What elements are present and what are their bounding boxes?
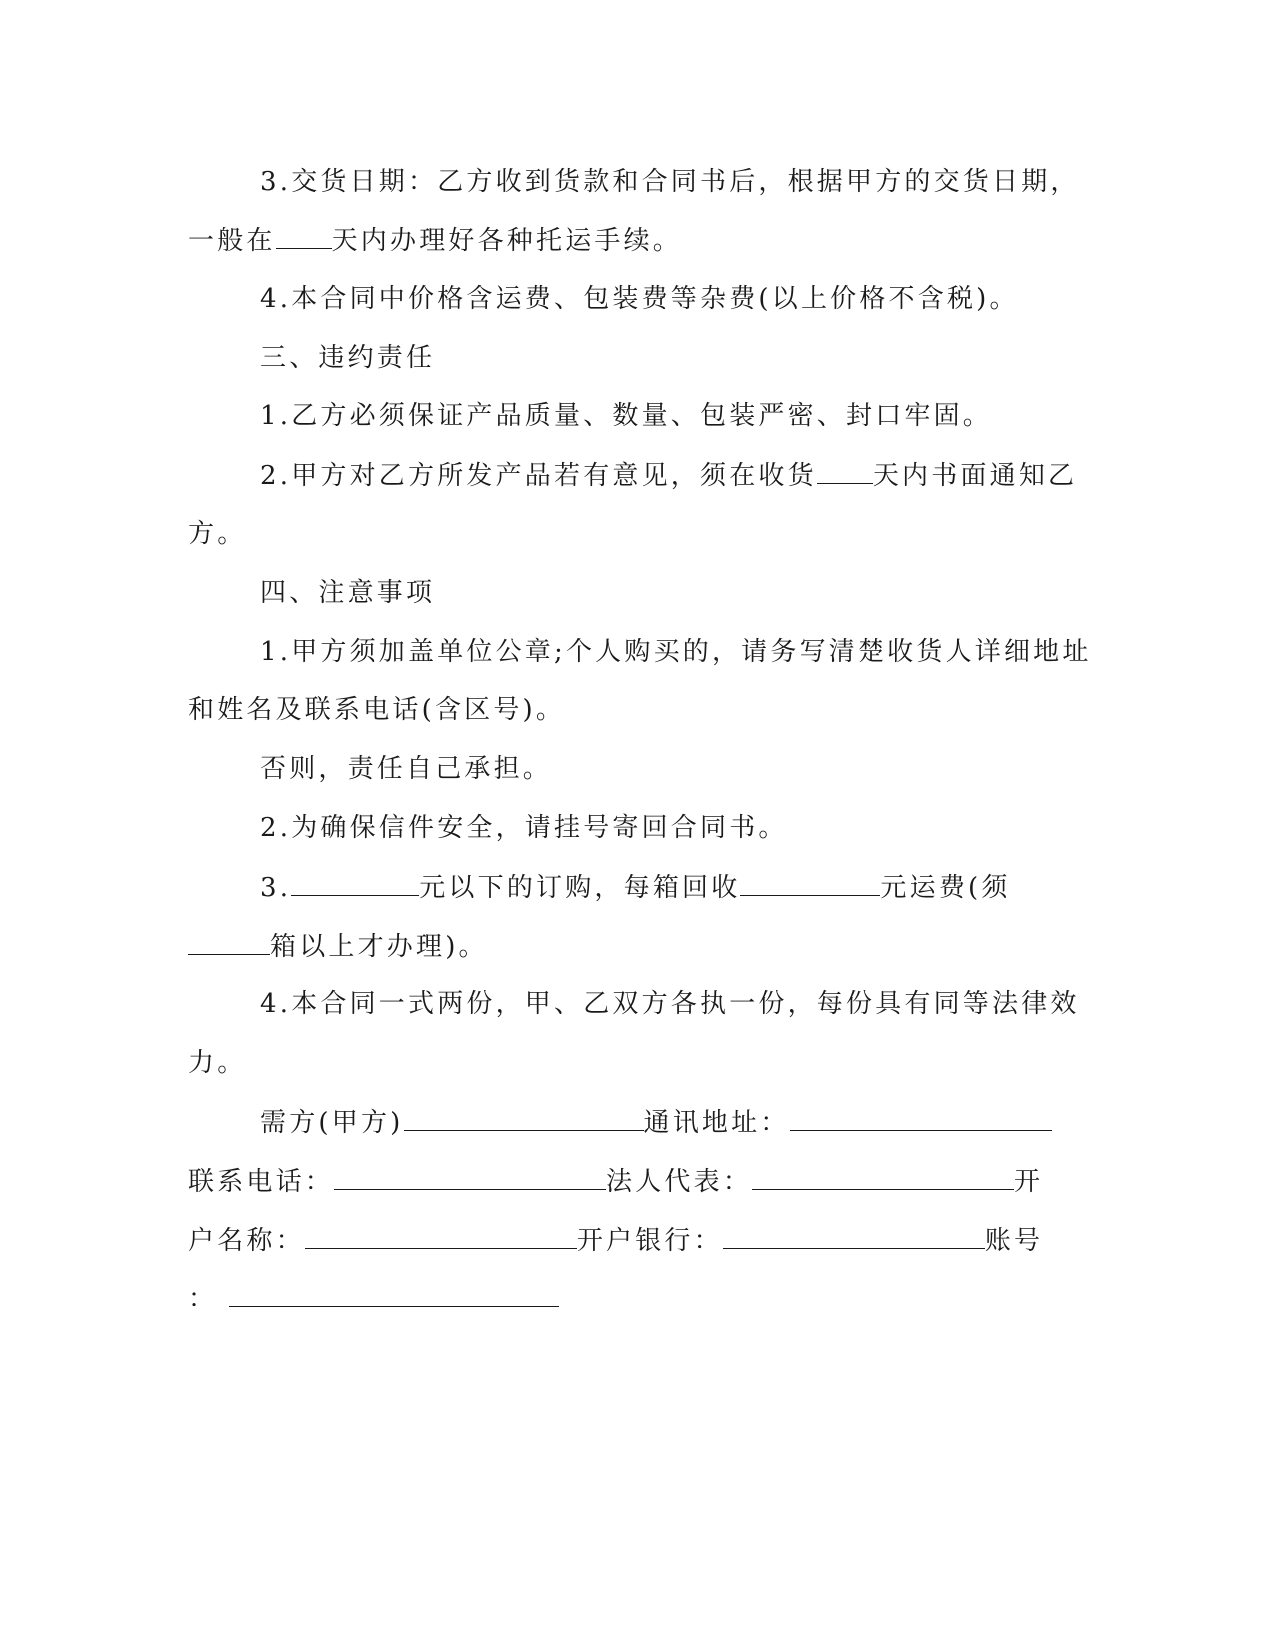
notes-clause-3 <box>260 871 1011 904</box>
text: 和姓名及联系电话(含区号)。 <box>188 695 566 725</box>
liability-clause-1 <box>260 400 992 432</box>
text: 否则，责任自己承担。 <box>260 754 553 784</box>
liability-clause-2-cont <box>188 518 246 550</box>
text: 箱以上才办理)。 <box>270 932 488 962</box>
signature-row-4 <box>188 1282 559 1315</box>
blank-days-field[interactable] <box>817 459 873 484</box>
blank-days-field[interactable] <box>276 224 332 249</box>
signature-row-2 <box>188 1165 1043 1198</box>
blank-box-count-field[interactable] <box>188 930 270 955</box>
text: 一般在 <box>188 226 276 256</box>
text: 4.本合同中价格含运费、包装费等杂费(以上价格不含税)。 <box>260 284 1019 314</box>
text: 天内办理好各种托运手续。 <box>331 226 683 256</box>
text: 天内书面通知乙 <box>872 461 1078 491</box>
bank-field[interactable] <box>723 1224 985 1249</box>
text: 1.乙方必须保证产品质量、数量、包装严密、封口牢固。 <box>260 401 993 431</box>
text: 三、违约责任 <box>260 343 436 373</box>
buyer-field[interactable] <box>404 1106 644 1131</box>
address-label: 通讯地址： <box>643 1108 790 1138</box>
bank-label: 开户银行： <box>576 1226 723 1256</box>
notes-clause-2 <box>260 812 788 844</box>
text: 元以下的订购，每箱回收 <box>419 873 741 903</box>
notes-clause-4 <box>260 988 1080 1020</box>
text: 开 <box>1014 1167 1044 1197</box>
account-name-label: 户名称： <box>188 1226 305 1256</box>
liability-clause-2 <box>260 459 1077 492</box>
text: 2.甲方对乙方所发产品若有意见，须在收货 <box>260 461 817 491</box>
account-name-field[interactable] <box>305 1224 577 1249</box>
notes-clause-1-note <box>260 753 552 785</box>
section-heading-notes <box>260 577 435 609</box>
price-clause <box>260 283 1019 315</box>
phone-label: 联系电话： <box>188 1167 335 1197</box>
section-heading-liability <box>260 342 435 374</box>
notes-clause-1 <box>260 636 1092 668</box>
text: 方。 <box>188 519 247 549</box>
delivery-date-clause-cont <box>188 224 682 257</box>
notes-clause-4-cont <box>188 1047 246 1079</box>
address-field[interactable] <box>790 1106 1052 1131</box>
text: 元运费(须 <box>880 873 1011 903</box>
text: 1.甲方须加盖单位公章;个人购买的，请务写清楚收货人详细地址 <box>260 637 1092 667</box>
account-number-label: 账号 <box>984 1226 1044 1256</box>
blank-fee-field[interactable] <box>740 871 880 896</box>
text: 3.交货日期：乙方收到货款和合同书后，根据甲方的交货日期， <box>260 167 1080 197</box>
signature-row-3 <box>188 1224 1043 1257</box>
legal-rep-label: 法人代表： <box>606 1167 753 1197</box>
text: 3. <box>260 873 292 903</box>
text: 力。 <box>188 1048 247 1078</box>
delivery-date-clause <box>260 166 1080 198</box>
blank-amount-field[interactable] <box>291 871 419 896</box>
notes-clause-1-cont <box>188 694 565 726</box>
legal-rep-field[interactable] <box>752 1165 1014 1190</box>
notes-clause-3-cont <box>188 930 488 963</box>
buyer-label: 需方(甲方) <box>260 1108 404 1138</box>
text: 4.本合同一式两份，甲、乙双方各执一份，每份具有同等法律效 <box>260 989 1080 1019</box>
account-number-field[interactable] <box>229 1282 559 1307</box>
text: 2.为确保信件安全，请挂号寄回合同书。 <box>260 813 788 843</box>
text: 四、注意事项 <box>260 578 436 608</box>
text: ： <box>188 1284 218 1314</box>
signature-row-1 <box>260 1106 1052 1139</box>
phone-field[interactable] <box>334 1165 606 1190</box>
